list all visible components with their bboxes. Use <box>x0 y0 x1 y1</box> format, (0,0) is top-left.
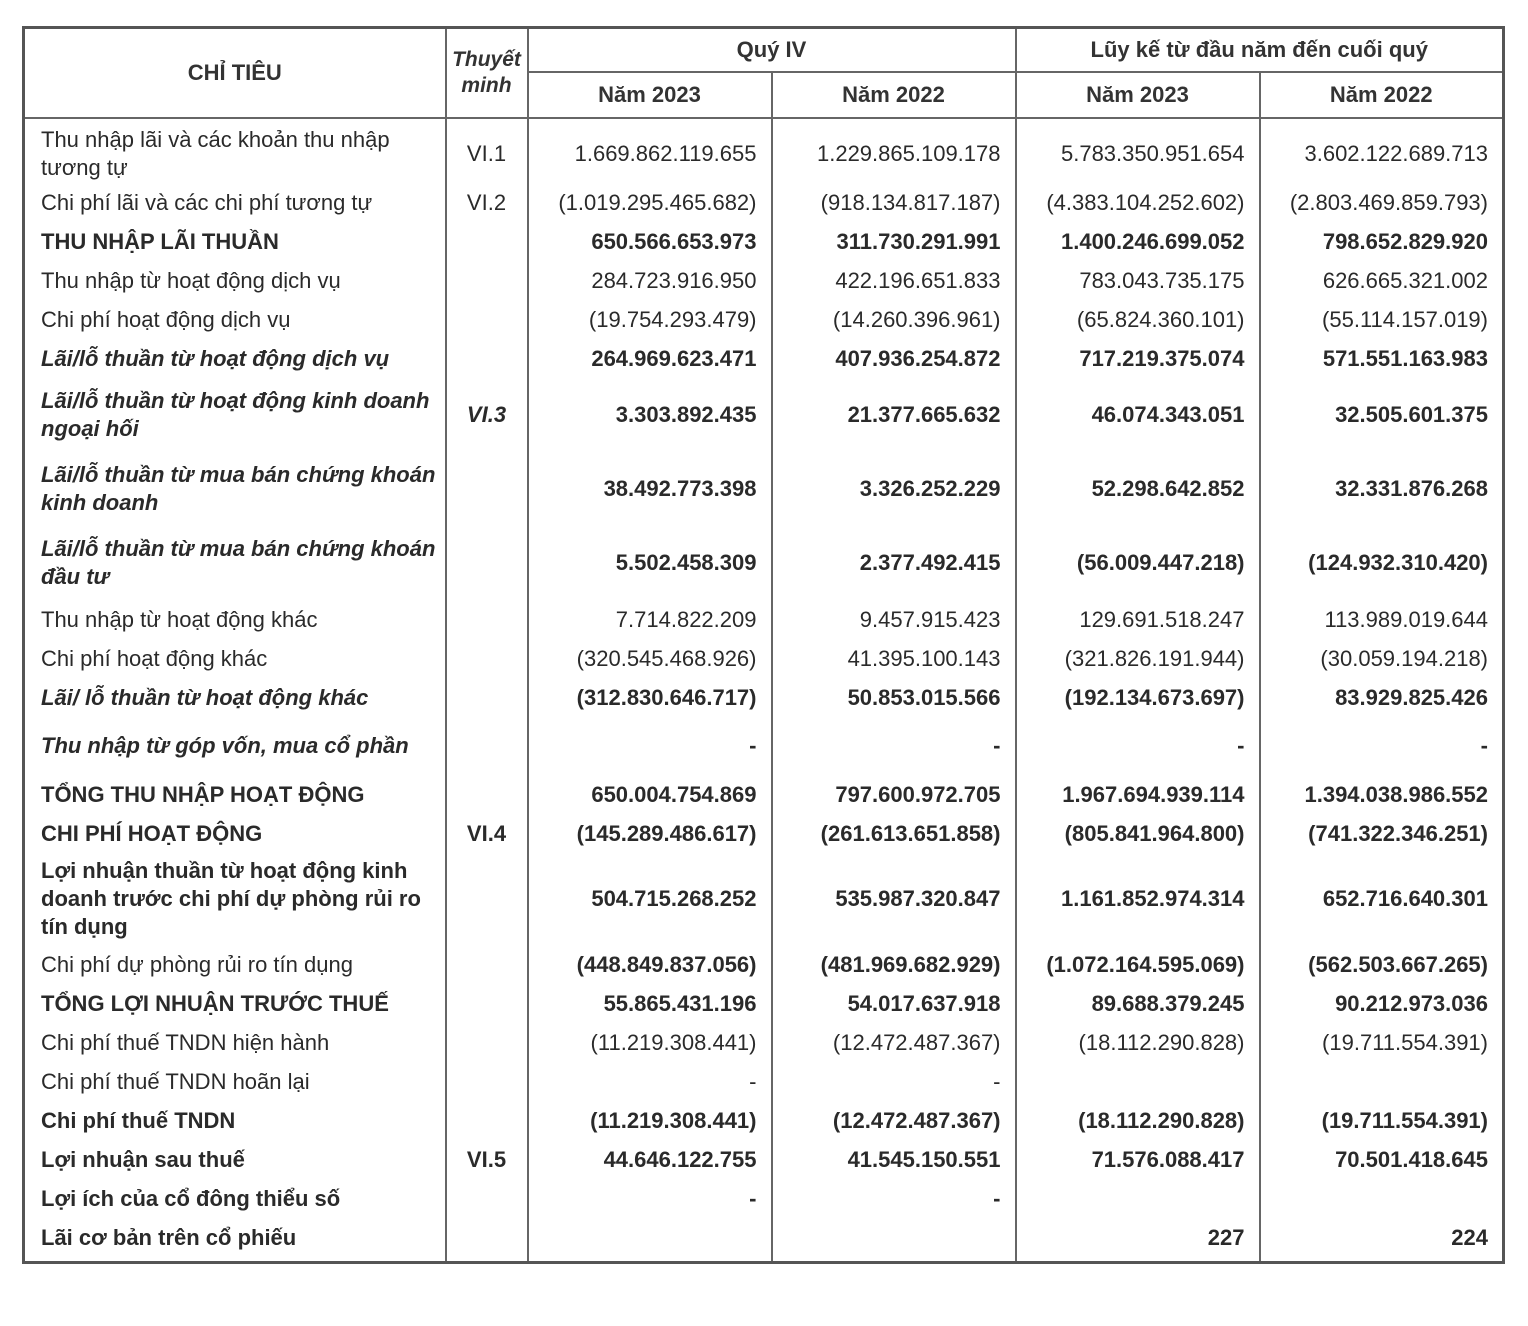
table-row <box>24 814 1504 853</box>
column-header-ytd-2023: Năm 2023 <box>1016 72 1260 118</box>
cell-q-2023: 1.669.862.119.655 <box>528 118 772 183</box>
table-row <box>24 378 1504 452</box>
cell-ytd-2023: (192.134.673.697) <box>1016 678 1260 717</box>
column-header-label: CHỈ TIÊU <box>24 28 446 119</box>
table-row <box>24 452 1504 526</box>
table-row <box>24 1023 1504 1062</box>
table-row <box>24 1179 1504 1218</box>
row-note <box>446 639 528 678</box>
row-label: TỔNG LỢI NHUẬN TRƯỚC THUẾ <box>24 984 446 1023</box>
cell-q-2022: 535.987.320.847 <box>772 853 1016 945</box>
row-note <box>446 1023 528 1062</box>
cell-q-2022: 54.017.637.918 <box>772 984 1016 1023</box>
cell-ytd-2023 <box>1016 1179 1260 1218</box>
cell-ytd-2022: 626.665.321.002 <box>1260 261 1504 300</box>
cell-ytd-2023: 129.691.518.247 <box>1016 600 1260 639</box>
cell-q-2022: (261.613.651.858) <box>772 814 1016 853</box>
cell-ytd-2023: (1.072.164.595.069) <box>1016 945 1260 984</box>
cell-ytd-2022: (2.803.469.859.793) <box>1260 183 1504 222</box>
table-row <box>24 717 1504 775</box>
row-label: TỔNG THU NHẬP HOẠT ĐỘNG <box>24 775 446 814</box>
cell-ytd-2023: 783.043.735.175 <box>1016 261 1260 300</box>
cell-ytd-2023: 227 <box>1016 1218 1260 1263</box>
row-label: Chi phí hoạt động khác <box>24 639 446 678</box>
row-note <box>446 261 528 300</box>
row-note <box>446 222 528 261</box>
cell-ytd-2022 <box>1260 1062 1504 1101</box>
cell-q-2023: - <box>528 717 772 775</box>
row-label: Lãi/lỗ thuần từ hoạt động kinh doanh ngoại hối <box>24 378 446 452</box>
cell-q-2022: 2.377.492.415 <box>772 526 1016 600</box>
row-label: Chi phí dự phòng rủi ro tín dụng <box>24 945 446 984</box>
row-note: VI.1 <box>446 118 528 183</box>
row-label: Thu nhập từ hoạt động khác <box>24 600 446 639</box>
cell-ytd-2022: (19.711.554.391) <box>1260 1023 1504 1062</box>
cell-ytd-2022: 652.716.640.301 <box>1260 853 1504 945</box>
table-row <box>24 526 1504 600</box>
cell-q-2023: 3.303.892.435 <box>528 378 772 452</box>
cell-q-2023: (11.219.308.441) <box>528 1101 772 1140</box>
row-label: Chi phí thuế TNDN <box>24 1101 446 1140</box>
group-header-quarter: Quý IV <box>528 28 1016 73</box>
cell-q-2022: (12.472.487.367) <box>772 1101 1016 1140</box>
row-label: CHI PHÍ HOẠT ĐỘNG <box>24 814 446 853</box>
cell-q-2023: (312.830.646.717) <box>528 678 772 717</box>
row-label: Lãi/ lỗ thuần từ hoạt động khác <box>24 678 446 717</box>
cell-ytd-2023: (805.841.964.800) <box>1016 814 1260 853</box>
row-note <box>446 945 528 984</box>
table-row <box>24 775 1504 814</box>
cell-ytd-2022: (55.114.157.019) <box>1260 300 1504 339</box>
cell-q-2023: 284.723.916.950 <box>528 261 772 300</box>
row-note <box>446 984 528 1023</box>
group-header-ytd: Lũy kế từ đầu năm đến cuối quý <box>1016 28 1504 73</box>
cell-q-2022: 1.229.865.109.178 <box>772 118 1016 183</box>
cell-q-2023: 650.566.653.973 <box>528 222 772 261</box>
row-label: Chi phí thuế TNDN hoãn lại <box>24 1062 446 1101</box>
cell-ytd-2023: (18.112.290.828) <box>1016 1101 1260 1140</box>
row-note <box>446 526 528 600</box>
cell-ytd-2023: - <box>1016 717 1260 775</box>
table-row <box>24 600 1504 639</box>
cell-q-2023: (448.849.837.056) <box>528 945 772 984</box>
cell-ytd-2022: 224 <box>1260 1218 1504 1263</box>
cell-ytd-2023: (18.112.290.828) <box>1016 1023 1260 1062</box>
table-row <box>24 945 1504 984</box>
cell-ytd-2023: 1.161.852.974.314 <box>1016 853 1260 945</box>
cell-ytd-2022: 113.989.019.644 <box>1260 600 1504 639</box>
cell-q-2022 <box>772 1218 1016 1263</box>
table-row <box>24 339 1504 378</box>
row-label: Thu nhập lãi và các khoản thu nhập tương tự <box>24 118 446 183</box>
table-row <box>24 222 1504 261</box>
row-label: THU NHẬP LÃI THUẦN <box>24 222 446 261</box>
cell-q-2022: (481.969.682.929) <box>772 945 1016 984</box>
row-note <box>446 1179 528 1218</box>
cell-q-2022: - <box>772 1179 1016 1218</box>
cell-q-2022: - <box>772 717 1016 775</box>
table-row <box>24 853 1504 945</box>
cell-q-2022: (14.260.396.961) <box>772 300 1016 339</box>
cell-q-2023: (145.289.486.617) <box>528 814 772 853</box>
cell-q-2022: 9.457.915.423 <box>772 600 1016 639</box>
row-label: Lợi nhuận thuần từ hoạt động kinh doanh trước chi phí dự phòng rủi ro tín dụng <box>24 853 446 945</box>
row-note <box>446 775 528 814</box>
table-row <box>24 118 1504 183</box>
row-label: Lãi/lỗ thuần từ hoạt động dịch vụ <box>24 339 446 378</box>
table-row <box>24 300 1504 339</box>
table-row <box>24 984 1504 1023</box>
column-header-q-2023: Năm 2023 <box>528 72 772 118</box>
cell-q-2023: 264.969.623.471 <box>528 339 772 378</box>
cell-ytd-2022: - <box>1260 717 1504 775</box>
row-label: Chi phí hoạt động dịch vụ <box>24 300 446 339</box>
cell-q-2023: 44.646.122.755 <box>528 1140 772 1179</box>
cell-q-2022: 21.377.665.632 <box>772 378 1016 452</box>
row-label: Chi phí lãi và các chi phí tương tự <box>24 183 446 222</box>
row-label: Lợi nhuận sau thuế <box>24 1140 446 1179</box>
cell-q-2023: (1.019.295.465.682) <box>528 183 772 222</box>
cell-q-2022: 422.196.651.833 <box>772 261 1016 300</box>
cell-ytd-2022: (562.503.667.265) <box>1260 945 1504 984</box>
table-row <box>24 183 1504 222</box>
table-row <box>24 1101 1504 1140</box>
row-note: VI.5 <box>446 1140 528 1179</box>
column-header-ytd-2022: Năm 2022 <box>1260 72 1504 118</box>
income-statement-table <box>22 26 1505 1264</box>
row-label: Lãi/lỗ thuần từ mua bán chứng khoán đầu tư <box>24 526 446 600</box>
column-header-note: Thuyết minh <box>446 28 528 119</box>
cell-q-2023: 650.004.754.869 <box>528 775 772 814</box>
cell-q-2022: 50.853.015.566 <box>772 678 1016 717</box>
cell-ytd-2023: 71.576.088.417 <box>1016 1140 1260 1179</box>
cell-q-2022: 41.545.150.551 <box>772 1140 1016 1179</box>
cell-q-2023: - <box>528 1062 772 1101</box>
table-row <box>24 639 1504 678</box>
cell-ytd-2022: (30.059.194.218) <box>1260 639 1504 678</box>
row-note <box>446 452 528 526</box>
income-statement <box>22 26 1502 1264</box>
row-label: Lãi/lỗ thuần từ mua bán chứng khoán kinh doanh <box>24 452 446 526</box>
row-note <box>446 1101 528 1140</box>
cell-ytd-2023: 52.298.642.852 <box>1016 452 1260 526</box>
cell-q-2022: 407.936.254.872 <box>772 339 1016 378</box>
cell-ytd-2022 <box>1260 1179 1504 1218</box>
cell-ytd-2022: 3.602.122.689.713 <box>1260 118 1504 183</box>
cell-q-2023: - <box>528 1179 772 1218</box>
row-note: VI.2 <box>446 183 528 222</box>
cell-q-2023: 38.492.773.398 <box>528 452 772 526</box>
cell-ytd-2022: 83.929.825.426 <box>1260 678 1504 717</box>
cell-ytd-2023: 717.219.375.074 <box>1016 339 1260 378</box>
cell-q-2023: (19.754.293.479) <box>528 300 772 339</box>
table-row <box>24 1218 1504 1263</box>
row-note <box>446 1062 528 1101</box>
cell-q-2023: 55.865.431.196 <box>528 984 772 1023</box>
row-note <box>446 300 528 339</box>
table-row <box>24 678 1504 717</box>
table-row <box>24 261 1504 300</box>
cell-q-2022: 311.730.291.991 <box>772 222 1016 261</box>
cell-q-2023: (11.219.308.441) <box>528 1023 772 1062</box>
cell-ytd-2023: 1.967.694.939.114 <box>1016 775 1260 814</box>
row-label: Thu nhập từ hoạt động dịch vụ <box>24 261 446 300</box>
cell-ytd-2022: 1.394.038.986.552 <box>1260 775 1504 814</box>
cell-ytd-2022: 32.331.876.268 <box>1260 452 1504 526</box>
cell-ytd-2023 <box>1016 1062 1260 1101</box>
cell-q-2022: 41.395.100.143 <box>772 639 1016 678</box>
cell-ytd-2022: (124.932.310.420) <box>1260 526 1504 600</box>
row-note <box>446 1218 528 1263</box>
row-label: Lãi cơ bản trên cổ phiếu <box>24 1218 446 1263</box>
cell-ytd-2022: (19.711.554.391) <box>1260 1101 1504 1140</box>
cell-ytd-2023: 46.074.343.051 <box>1016 378 1260 452</box>
cell-ytd-2022: 571.551.163.983 <box>1260 339 1504 378</box>
cell-ytd-2023: (321.826.191.944) <box>1016 639 1260 678</box>
cell-q-2022: (918.134.817.187) <box>772 183 1016 222</box>
row-note <box>446 600 528 639</box>
row-note <box>446 717 528 775</box>
cell-q-2023: 7.714.822.209 <box>528 600 772 639</box>
cell-ytd-2023: (65.824.360.101) <box>1016 300 1260 339</box>
cell-ytd-2023: 5.783.350.951.654 <box>1016 118 1260 183</box>
row-note <box>446 339 528 378</box>
cell-ytd-2023: 1.400.246.699.052 <box>1016 222 1260 261</box>
cell-ytd-2022: 798.652.829.920 <box>1260 222 1504 261</box>
row-note: VI.3 <box>446 378 528 452</box>
row-label: Thu nhập từ góp vốn, mua cổ phần <box>24 717 446 775</box>
cell-ytd-2023: 89.688.379.245 <box>1016 984 1260 1023</box>
table-row <box>24 1062 1504 1101</box>
row-note: VI.4 <box>446 814 528 853</box>
row-label: Lợi ích của cổ đông thiểu số <box>24 1179 446 1218</box>
column-header-q-2022: Năm 2022 <box>772 72 1016 118</box>
row-note <box>446 678 528 717</box>
cell-q-2023: (320.545.468.926) <box>528 639 772 678</box>
cell-q-2022: - <box>772 1062 1016 1101</box>
row-note <box>446 853 528 945</box>
cell-q-2022: 3.326.252.229 <box>772 452 1016 526</box>
cell-ytd-2022: 70.501.418.645 <box>1260 1140 1504 1179</box>
cell-q-2022: 797.600.972.705 <box>772 775 1016 814</box>
table-row <box>24 1140 1504 1179</box>
cell-q-2023: 504.715.268.252 <box>528 853 772 945</box>
cell-q-2023: 5.502.458.309 <box>528 526 772 600</box>
cell-ytd-2022: 90.212.973.036 <box>1260 984 1504 1023</box>
cell-ytd-2023: (56.009.447.218) <box>1016 526 1260 600</box>
cell-ytd-2022: 32.505.601.375 <box>1260 378 1504 452</box>
cell-q-2023 <box>528 1218 772 1263</box>
cell-ytd-2022: (741.322.346.251) <box>1260 814 1504 853</box>
cell-ytd-2023: (4.383.104.252.602) <box>1016 183 1260 222</box>
row-label: Chi phí thuế TNDN hiện hành <box>24 1023 446 1062</box>
cell-q-2022: (12.472.487.367) <box>772 1023 1016 1062</box>
